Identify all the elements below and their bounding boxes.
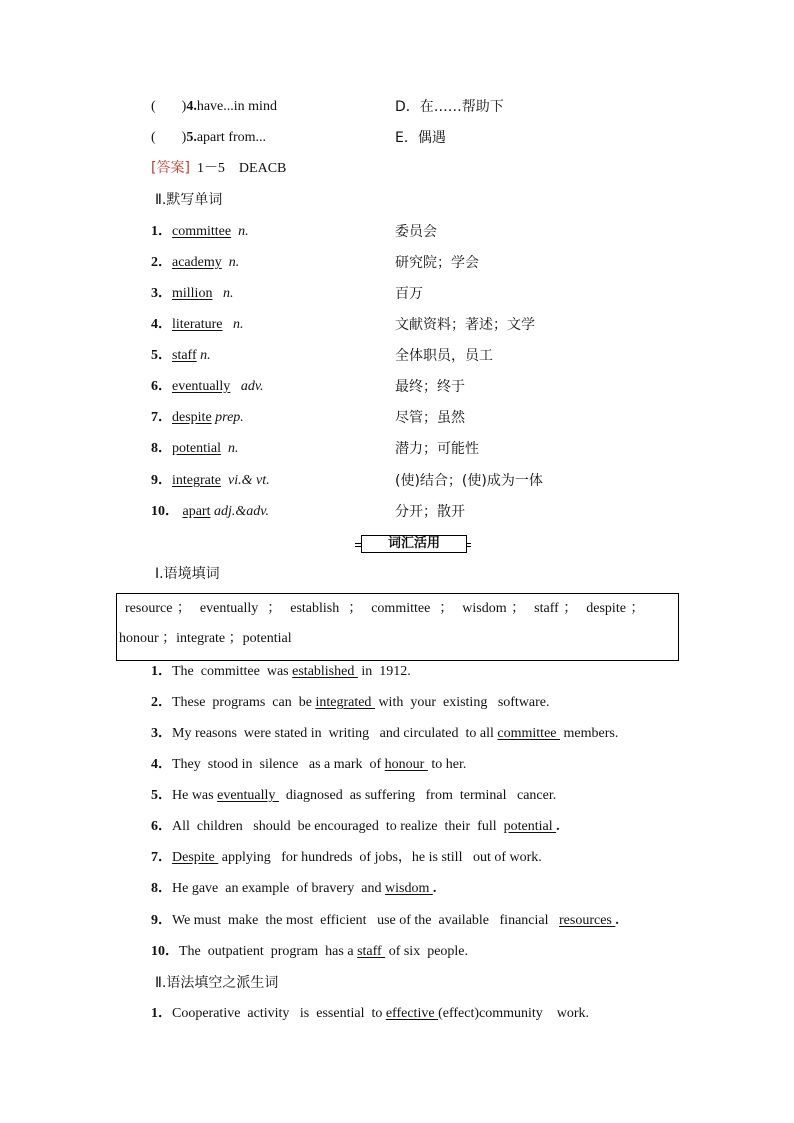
fill-sentence <box>0 878 794 900</box>
text-span: 7． <box>151 410 172 425</box>
word-row <box>0 470 794 492</box>
section-banner <box>0 534 794 554</box>
text-span: The outpatient program has a <box>179 944 358 959</box>
text-span: 1． <box>151 664 172 679</box>
text-span: 4. <box>186 99 197 114</box>
word-row <box>0 376 794 398</box>
word-bank-line: honour ；integrate ；potential <box>119 631 292 646</box>
word-bank-line: resource ； eventually ； establish ； committee ； wisdom ； staff ； despite ； <box>125 601 645 616</box>
text-span: wisdom <box>385 881 433 896</box>
text-span: committee <box>497 726 560 741</box>
section-heading: Ⅱ.语法填空之派生词 <box>155 975 279 991</box>
text-span: 9． <box>151 473 172 488</box>
text-span: 全体职员，员工 <box>395 348 493 364</box>
text-span: 百万 <box>395 286 423 302</box>
text-span: prep. <box>215 410 244 425</box>
word-row <box>0 501 794 523</box>
fill-sentence <box>0 847 794 869</box>
fill-sentence <box>0 910 794 932</box>
text-span: The committee was <box>172 664 293 679</box>
text-span: D．在……帮助下 <box>395 99 504 115</box>
text-span: committee <box>172 224 232 239</box>
text-span: Cooperative activity is essential to <box>172 1006 386 1021</box>
text-span: vi.& vt. <box>227 473 270 488</box>
text-span: staff <box>357 944 386 959</box>
text-span: in 1912. <box>357 664 411 679</box>
text-span: diagnosed as suffering from terminal cancer. <box>278 788 557 803</box>
fill-sentence <box>0 816 794 838</box>
text-span: effective <box>385 1006 439 1021</box>
text-span: 2． <box>151 255 172 270</box>
text-span: My reasons were stated in writing and circulated to all <box>172 726 498 741</box>
text-span: 1． <box>151 224 172 239</box>
word-row <box>0 252 794 274</box>
text-span: adj.&adv. <box>213 504 269 519</box>
text-span: adv. <box>240 379 264 394</box>
section-heading: Ⅰ.语境填词 <box>155 566 220 582</box>
text-span: n. <box>238 224 249 239</box>
answer-text: 1－5 DEACB <box>196 161 287 176</box>
text-span: n. <box>200 348 211 363</box>
banner-label: 词汇活用 <box>361 535 467 553</box>
text-span: 2． <box>151 695 172 710</box>
text-span: ( <box>151 99 156 114</box>
text-span: despite <box>172 410 212 425</box>
text-span: 8． <box>151 441 172 456</box>
text-span: staff <box>172 348 197 363</box>
text-span: 委员会 <box>395 224 437 240</box>
word-row <box>0 283 794 305</box>
word-bank-box <box>116 593 679 661</box>
text-span: eventually <box>217 788 279 803</box>
text-span: These programs can be <box>172 695 316 710</box>
text-span: applying for hundreds of jobs，he is still out of work. <box>218 850 542 865</box>
matching-row <box>0 127 794 149</box>
text-span: 尽管；虽然 <box>395 410 465 426</box>
text-span: E．偶遇 <box>395 130 446 146</box>
word-row <box>0 314 794 336</box>
text-span: literature <box>172 317 223 332</box>
text-span: 3． <box>151 286 172 301</box>
text-span: 1． <box>151 1006 172 1021</box>
text-span: have...in mind <box>196 99 277 114</box>
text-span: He gave an example of bravery and <box>172 881 386 896</box>
text-span: established <box>292 664 358 679</box>
text-span: 3． <box>151 726 172 741</box>
word-row <box>0 221 794 243</box>
text-span: members. <box>560 726 619 741</box>
text-span: of six people. <box>385 944 469 959</box>
text-span: integrated <box>315 695 375 710</box>
text-span: . <box>556 819 560 834</box>
text-span: 5. <box>186 130 197 145</box>
text-span: 6． <box>151 379 172 394</box>
text-span: potential <box>503 819 557 834</box>
text-span: eventually <box>172 379 231 394</box>
text-span: (effect)community work. <box>438 1006 590 1021</box>
text-span: 10． <box>151 944 179 959</box>
text-span: to her. <box>427 757 467 772</box>
matching-row <box>0 96 794 118</box>
text-span: n. <box>228 255 240 270</box>
text-span: 分开；散开 <box>395 504 465 520</box>
text-span: 5． <box>151 348 172 363</box>
text-span: 研究院；学会 <box>395 255 479 271</box>
text-span: . <box>432 881 437 896</box>
text-span: ( <box>151 130 156 145</box>
text-span: ) <box>181 99 187 114</box>
text-span: apart from... <box>196 130 267 145</box>
text-span: Despite <box>172 850 219 865</box>
text-span: 8． <box>151 881 172 896</box>
fill-sentence <box>0 754 794 776</box>
text-span: 5． <box>151 788 172 803</box>
text-span: 7． <box>151 850 172 865</box>
fill-sentence <box>0 723 794 745</box>
text-span: 最终；终于 <box>395 379 465 395</box>
text-span: 文献资料；著述；文学 <box>395 317 535 333</box>
answer-line <box>0 157 794 179</box>
fill-sentence <box>0 661 794 683</box>
word-row <box>0 438 794 460</box>
text-span: They stood in silence as a mark of <box>172 757 385 772</box>
text-span: . <box>615 913 619 928</box>
text-span: million <box>172 286 213 301</box>
text-span: potential <box>172 441 221 456</box>
text-span: academy <box>172 255 222 270</box>
text-span: 10． <box>151 504 179 519</box>
fill-sentence <box>0 941 794 963</box>
text-span: ) <box>181 130 187 145</box>
answer-label: [答案] <box>151 160 190 176</box>
text-span: (使)结合；(使)成为一体 <box>395 473 543 489</box>
deriv-sentence <box>0 1003 794 1025</box>
text-span: integrate <box>172 473 221 488</box>
text-span: n. <box>222 286 234 301</box>
text-span: 9． <box>151 913 172 928</box>
section-heading: Ⅱ.默写单词 <box>155 192 223 208</box>
word-row <box>0 345 794 367</box>
text-span: honour <box>384 757 428 772</box>
text-span: 4． <box>151 757 172 772</box>
fill-sentence <box>0 785 794 807</box>
text-span: with your existing software. <box>374 695 550 710</box>
fill-sentence <box>0 692 794 714</box>
text-span: n. <box>233 317 244 332</box>
text-span: He was <box>172 788 218 803</box>
text-span: 6． <box>151 819 172 834</box>
text-span: resources <box>559 913 616 928</box>
word-row <box>0 407 794 429</box>
text-span: All children should be encouraged to realize their full <box>172 819 504 834</box>
text-span: We must make the most efficient use of the available financial <box>172 913 559 928</box>
text-span: 潜力；可能性 <box>395 441 479 457</box>
text-span: 4． <box>151 317 172 332</box>
text-span: apart <box>182 504 211 519</box>
text-span: n. <box>228 441 239 456</box>
